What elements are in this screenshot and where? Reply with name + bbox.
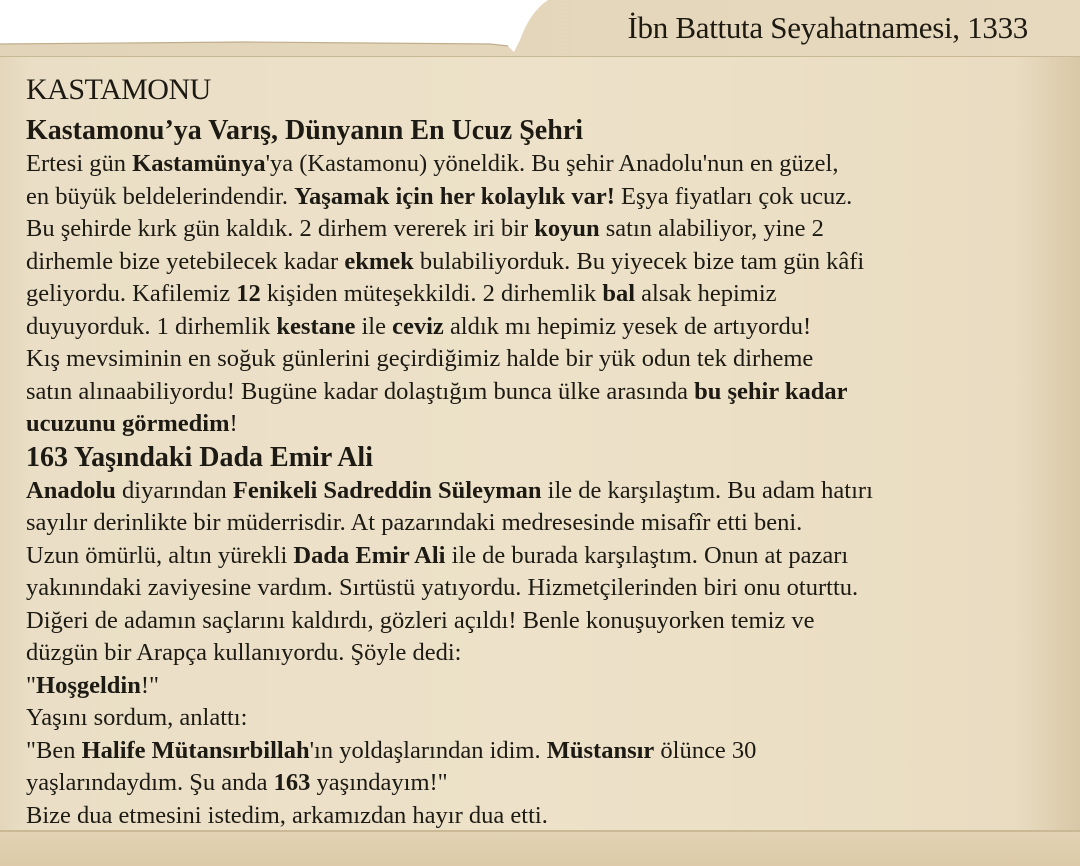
text-run: "Ben bbox=[26, 736, 82, 764]
text-line bbox=[26, 213, 1066, 246]
text-run: ! bbox=[229, 410, 238, 437]
text-run: yakınındaki zaviyesine vardım. Sırtüstü yatıyordu. Hizmetçilerinden biri onu oturttu. bbox=[26, 574, 859, 601]
bold-text: koyun bbox=[534, 215, 600, 242]
text-run: satın alınaabiliyordu! Bugüne kadar dolaştığım bunca ülke arasında bbox=[26, 377, 695, 405]
text-line bbox=[26, 246, 1066, 279]
text-line bbox=[26, 735, 1066, 768]
text-run: bulabiliyorduk. Bu yiyecek bize tam gün kâfi bbox=[413, 247, 865, 275]
article-body bbox=[26, 70, 1066, 832]
text-line bbox=[26, 605, 1066, 638]
text-run: yaşlarındaydım. Şu anda bbox=[26, 769, 274, 796]
bold-text: Anadolu bbox=[26, 476, 116, 504]
text-run: ile de karşılaştım. Bu adam hatırı bbox=[541, 476, 873, 504]
bold-text: ucuzunu görmedim bbox=[26, 410, 230, 437]
text-line bbox=[26, 278, 1066, 311]
text-run: sayılır derinlikte bir müderrisdir. At pazarındaki medresesinde misafîr etti beni. bbox=[26, 509, 803, 536]
text-run: aldık mı hepimiz yesek de artıyordu! bbox=[443, 312, 812, 340]
text-line bbox=[26, 702, 1066, 735]
text-run: Eşya fiyatları çok ucuz. bbox=[614, 182, 853, 210]
bold-text: bu şehir kadar bbox=[694, 377, 848, 405]
text-line bbox=[26, 408, 1066, 441]
text-line bbox=[26, 148, 1066, 181]
text-run: 'ya (Kastamonu) yöneldik. Bu şehir Anadolu'nun en güzel, bbox=[265, 150, 839, 177]
bold-text: 12 bbox=[236, 280, 261, 307]
text-run: satın alabiliyor, yine 2 bbox=[599, 215, 824, 242]
text-line bbox=[26, 540, 1066, 573]
text-run: " bbox=[26, 671, 37, 699]
text-run: ile bbox=[355, 312, 393, 340]
text-line bbox=[26, 767, 1066, 800]
text-run: kişiden müteşekkildi. 2 dirhemlik bbox=[260, 280, 603, 307]
text-line bbox=[26, 376, 1066, 409]
text-line bbox=[26, 670, 1066, 703]
city-heading: KASTAMONU bbox=[26, 73, 211, 106]
text-line bbox=[26, 800, 1066, 833]
sections bbox=[26, 114, 1066, 832]
bold-text: Halife Mütansırbillah bbox=[81, 736, 310, 764]
text-line bbox=[26, 572, 1066, 605]
text-run: diyarından bbox=[115, 476, 233, 504]
text-run: düzgün bir Arapça kullanıyordu. Şöyle dedi: bbox=[26, 639, 462, 666]
text-run: Diğeri de adamın saçlarını kaldırdı, gözleri açıldı! Benle konuşuyorken temiz ve bbox=[26, 606, 815, 634]
text-run: en büyük beldelerindendir. bbox=[26, 182, 295, 210]
text-run: Bize dua etmesini istedim, arkamızdan hayır dua etti. bbox=[26, 801, 548, 829]
section-title: 163 Yaşındaki Dada Emir Ali bbox=[26, 441, 373, 473]
text-run: alsak hepimiz bbox=[635, 280, 777, 307]
text-line bbox=[26, 343, 1066, 376]
text-run: Uzun ömürlü, altın yürekli bbox=[26, 541, 294, 569]
text-run: ile de burada karşılaştım. Onun at pazarı bbox=[445, 541, 849, 569]
bold-text: Fenikeli Sadreddin Süleyman bbox=[232, 476, 542, 504]
text-line bbox=[26, 507, 1066, 540]
bold-text: 163 bbox=[273, 769, 311, 796]
book-title: İbn Battuta Seyahatnamesi, 1333 bbox=[627, 10, 1028, 45]
text-run: yaşındayım!" bbox=[310, 769, 448, 796]
bold-text: Kastamünya bbox=[132, 150, 266, 177]
text-run: Ertesi gün bbox=[26, 150, 133, 177]
text-run: Bu şehirde kırk gün kaldık. 2 dirhem vererek iri bir bbox=[26, 215, 535, 242]
text-run: ölünce 30 bbox=[654, 736, 757, 764]
text-run: Kış mevsiminin en soğuk günlerini geçirdiğimiz halde bir yük odun tek dirheme bbox=[26, 345, 814, 372]
bold-text: kestane bbox=[276, 312, 356, 340]
divider bbox=[0, 56, 1080, 57]
text-line bbox=[26, 637, 1066, 670]
bold-text: ceviz bbox=[392, 312, 444, 340]
bold-text: bal bbox=[602, 280, 636, 307]
bold-text: Müstansır bbox=[546, 736, 655, 764]
bold-text: Yaşamak için her kolaylık var! bbox=[294, 182, 615, 210]
text-run: geliyordu. Kafilemiz bbox=[26, 280, 237, 307]
text-run: !" bbox=[140, 671, 160, 699]
text-line bbox=[26, 475, 1066, 508]
bold-text: Hoşgeldin bbox=[36, 671, 141, 699]
section-title: Kastamonu’ya Varış, Dünyanın En Ucuz Şehri bbox=[26, 115, 584, 146]
bold-text: Dada Emir Ali bbox=[293, 541, 446, 569]
bold-text: ekmek bbox=[344, 247, 414, 275]
text-run: duyuyorduk. 1 dirhemlik bbox=[26, 312, 277, 340]
text-run: 'ın yoldaşlarından idim. bbox=[309, 736, 547, 764]
text-line bbox=[26, 311, 1066, 344]
text-line bbox=[26, 181, 1066, 214]
text-run: Yaşını sordum, anlattı: bbox=[26, 704, 248, 731]
text-run: dirhemle bize yetebilecek kadar bbox=[26, 247, 345, 275]
section-paragraph bbox=[26, 148, 1066, 441]
section-paragraph bbox=[26, 475, 1066, 833]
